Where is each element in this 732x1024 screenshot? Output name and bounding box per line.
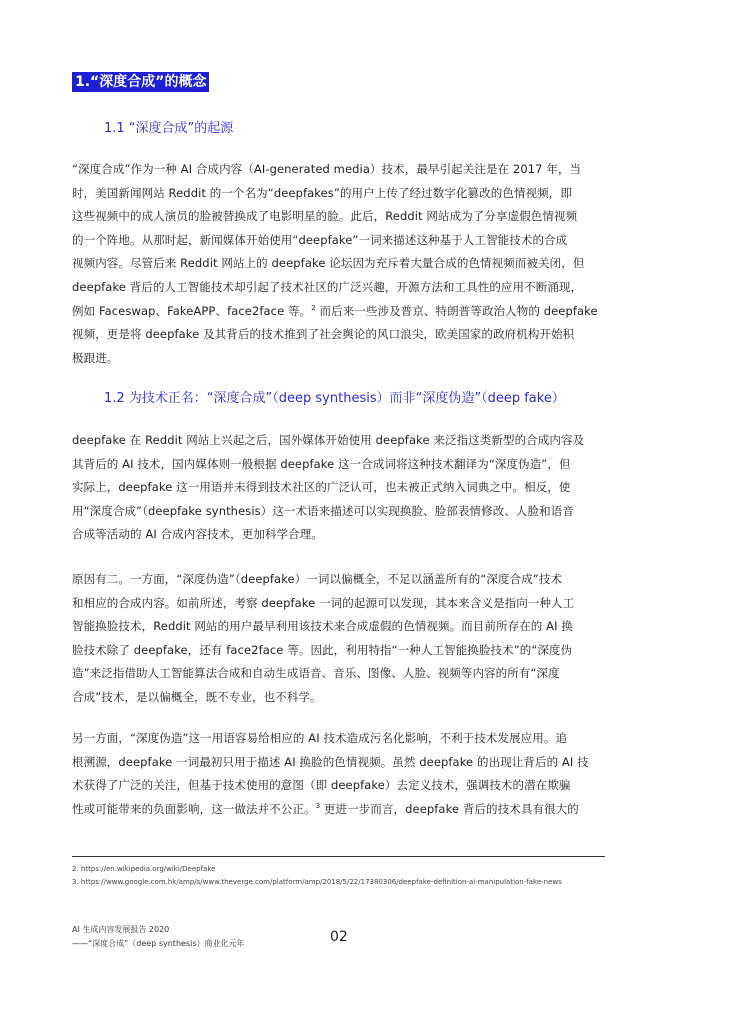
text-line: 用“深度合成”（deepfake synthesis）这一术语来描述可以实现换脸、脸部表情修改、人脸和语音 xyxy=(72,503,574,518)
text-line: 根溯源，deepfake 一词最初只用于描述 AI 换脸的色情视频。虽然 deepfake 的出现让背后的 AI 技 xyxy=(72,754,589,769)
footnote-divider xyxy=(72,856,605,857)
section-heading-1-1: 1.1 “深度合成”的起源 xyxy=(104,121,234,136)
footer-report-title: AI 生成内容发展报告 2020 xyxy=(72,925,170,934)
section-heading-1-2: 1.2 为技术正名：“深度合成”（deep synthesis）而非“深度伪造”（deep fake） xyxy=(104,391,565,406)
chapter-heading: 1.“深度合成”的概念 xyxy=(72,72,209,92)
text-line-with-footnote xyxy=(72,798,672,822)
text-line: 和相应的合成内容。如前所述，考察 deepfake 一词的起源可以发现，其本来含义是指向一种人工 xyxy=(72,595,575,610)
text-line: 视频内容。尽管后来 Reddit 网站上的 deepfake 论坛因为充斥着大量合成的色情视频而被关闭，但 xyxy=(72,256,585,271)
text-line: deepfake 在 Reddit 网站上兴起之后，国外媒体开始使用 deepfake 来泛指这类新型的合成内容及 xyxy=(72,433,585,447)
paragraph-reason-one xyxy=(72,568,672,710)
footer-report-subtitle: ——“深度合成”（deep synthesis）商业化元年 xyxy=(72,939,245,948)
text-line: 极跟进。 xyxy=(72,350,119,365)
text-line: 其背后的 AI 技术，国内媒体则一般根据 deepfake 这一合成词将这种技术翻译为“深度伪造”，但 xyxy=(72,456,571,471)
paragraph-naming xyxy=(72,429,672,547)
text-line: 智能换脸技术，Reddit 网站的用户最早利用该技术来合成虚假的色情视频。而目前所存在的 AI 换 xyxy=(72,619,573,634)
text-line: 原因有二。一方面，“深度伪造”（deepfake）一词以偏概全，不足以涵盖所有的“深度合成”技术 xyxy=(72,572,563,586)
text-segment: 例如 Faceswap、FakeAPP、face2face 等。 xyxy=(72,303,312,318)
text-line: 时，美国新闻网站 Reddit 的一个名为“deepfakes”的用户上传了经过数字化篡改的色情视频，即 xyxy=(72,185,572,200)
text-segment: 性或可能带来的负面影响，这一做法并不公正。 xyxy=(72,801,316,816)
text-line: 术获得了广泛的关注，但基于技术使用的意图（即 deepfake）去定义技术，强调技术的潜在欺骗 xyxy=(72,778,571,793)
footnote-ref-2[interactable]: 2 xyxy=(311,303,316,312)
text-line: 合成等活动的 AI 合成内容技术，更加科学合理。 xyxy=(72,527,323,542)
text-line: 的一个阵地。从那时起，新闻媒体开始使用“deepfake”一词来描述这种基于人工智能技术的合成 xyxy=(72,232,568,247)
text-line: 实际上，deepfake 这一用语并未得到技术社区的广泛认可，也未被正式纳入词典之中。相反，使 xyxy=(72,480,571,495)
text-line: 另一方面，“深度伪造”这一用语容易给相应的 AI 技术造成污名化影响，不利于技术发展应用。追 xyxy=(72,731,568,745)
text-line: 视频，更是将 deepfake 及其背后的技术推到了社会舆论的风口浪尖，欧美国家的政府机构开始积 xyxy=(72,327,575,342)
paragraph-origin xyxy=(72,158,672,370)
paragraph-reason-two xyxy=(72,727,672,821)
text-line: 脸技术除了 deepfake，还有 face2face 等。因此，利用特指“一种人工智能换脸技术”的“深度伪 xyxy=(72,642,573,657)
text-segment: 而后来一些涉及普京、特朗普等政治人物的 deepfake xyxy=(315,303,598,318)
text-line: 合成”技术，是以偏概全，既不专业，也不科学。 xyxy=(72,689,322,704)
footnote-2[interactable]: 2. https://en.wikipedia.org/wiki/Deepfake xyxy=(72,865,216,873)
footnote-ref-3[interactable]: 3 xyxy=(315,801,321,810)
text-line: 造”来泛指借助人工智能算法合成和自动生成语音、音乐、图像、人脸、视频等内容的所有“深度 xyxy=(72,666,560,681)
text-line: 这些视频中的成人演员的脸被替换成了电影明星的脸。此后，Reddit 网站成为了分享虚假色情视频 xyxy=(72,209,578,224)
page-number: 02 xyxy=(330,929,348,945)
text-line: deepfake 背后的人工智能技术却引起了技术社区的广泛兴趣，开源方法和工具性的应用不断涌现， xyxy=(72,279,583,294)
footnote-3[interactable]: 3. https://www.google.com.hk/amp/s/www.theverge.com/platform/amp/2018/5/22/17380306/deepfake-definition-ai-manipulation-fake-news xyxy=(72,878,562,886)
text-line-with-footnote xyxy=(72,300,672,324)
text-line: “深度合成”作为一种 AI 合成内容（AI-generated media）技术，最早引起关注是在 2017 年，当 xyxy=(72,162,582,176)
text-segment: 更进一步而言，deepfake 背后的技术具有很大的 xyxy=(320,801,579,816)
